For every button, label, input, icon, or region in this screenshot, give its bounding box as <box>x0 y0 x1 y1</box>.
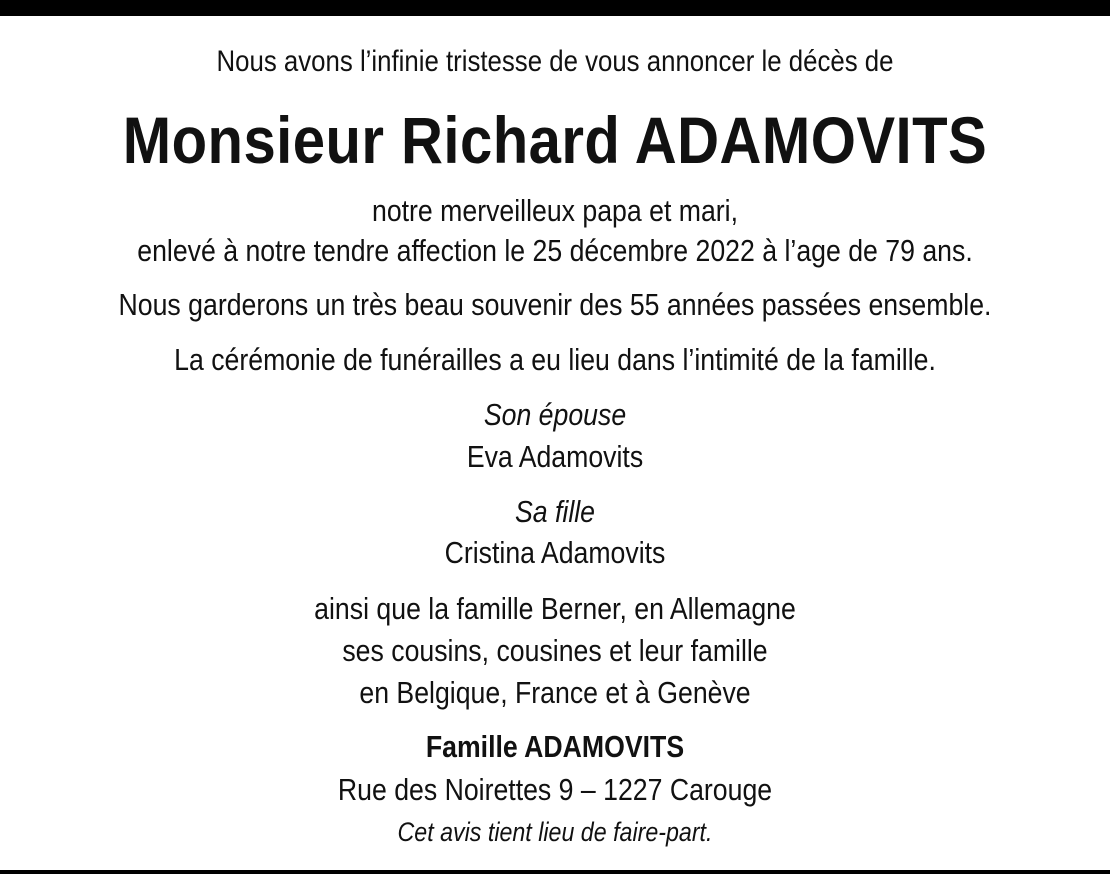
description-line-1: notre merveilleux papa et mari, <box>371 193 739 228</box>
daughter-role: Sa fille <box>514 494 596 529</box>
spouse-name: Eva Adamovits <box>466 439 644 474</box>
closing-text: Cet avis tient lieu de faire-part. <box>397 817 713 847</box>
daughter-name: Cristina Adamovits <box>444 535 666 570</box>
intro-text: Nous avons l’infinie tristesse de vous annoncer le décès de <box>216 45 894 78</box>
family-line-1: ainsi que la famille Berner, en Allemagne <box>314 591 796 626</box>
ceremony-text: La cérémonie de funérailles a eu lieu dans l’intimité de la famille. <box>174 342 936 377</box>
signature-name: Famille ADAMOVITS <box>425 729 685 764</box>
family-line-3: en Belgique, France et à Genève <box>359 675 751 710</box>
bottom-border <box>0 870 1110 874</box>
description-line-2: enlevé à notre tendre affection le 25 décembre 2022 à l’age de 79 ans. <box>137 233 973 268</box>
spouse-role: Son épouse <box>483 397 627 432</box>
memory-text: Nous garderons un très beau souvenir des 55 années passées ensemble. <box>118 287 992 322</box>
family-line-2: ses cousins, cousines et leur famille <box>342 633 768 668</box>
address: Rue des Noirettes 9 – 1227 Carouge <box>337 772 773 807</box>
deceased-name: Monsieur Richard ADAMOVITS <box>122 103 988 177</box>
